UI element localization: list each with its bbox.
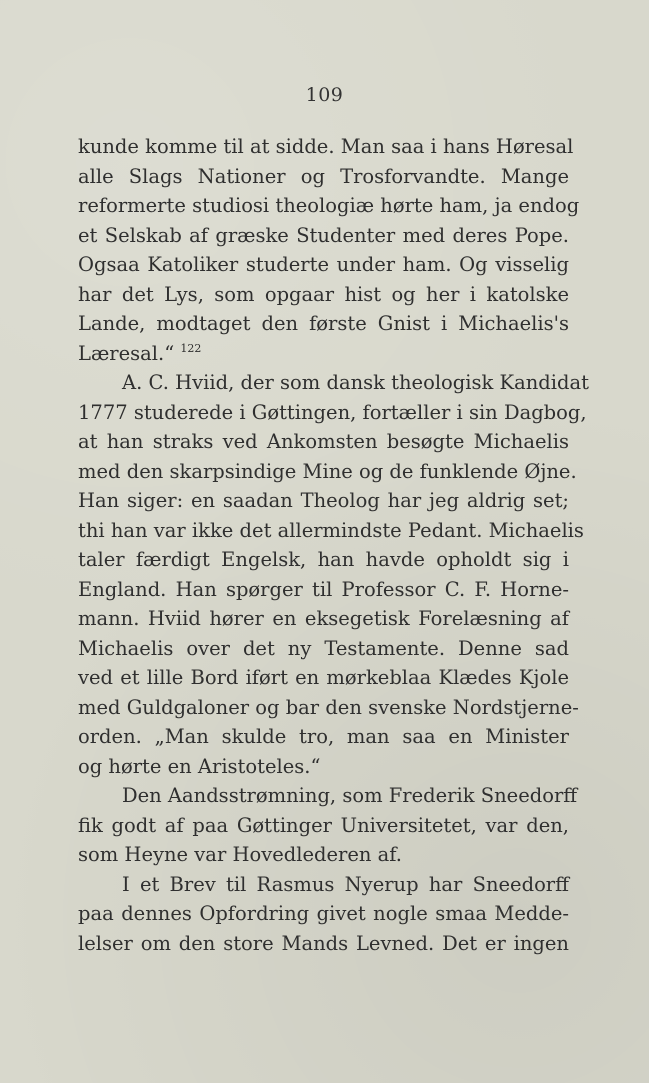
text-line: som Heyne var Hovedlederen af. — [78, 843, 403, 866]
text-line: kunde komme til at sidde. Man saa i hans Høresal — [78, 135, 574, 158]
text-line: med den skarpsindige Mine og de funklende Øjne. — [78, 459, 577, 483]
paragraph-start: Den Aandsstrømning, som Frederik Sneedorff — [122, 784, 578, 807]
text-line: at han straks ved Ankomsten besøgte Michaelis — [78, 430, 569, 453]
text-line: thi han var ikke det allermindste Pedant. Michaelis — [78, 518, 584, 542]
text-line: alle Slags Nationer og Trosforvandte. Mange — [78, 164, 569, 188]
text-line: England. Han spørger til Professor C. F. Horne- — [78, 577, 569, 601]
footnote-reference: 122 — [180, 341, 202, 355]
text-line: Læresal.“ — [78, 341, 175, 365]
text-line: Lande, modtaget den første Gnist i Michaelis's — [78, 312, 569, 335]
text-line: med Guldgaloner og bar den svenske Nordstjerne- — [78, 695, 579, 719]
body-text — [78, 132, 589, 958]
text-line: 1777 studerede i Gøttingen, fortæller i sin Dagbog, — [78, 400, 587, 424]
text-line: et Selskab af græske Studenter med deres Pope. — [78, 223, 569, 247]
text-line: lelser om den store Mands Levned. Det er ingen — [78, 931, 569, 955]
text-line: fik godt af paa Gøttinger Universitetet, var den, — [78, 813, 569, 837]
text-line: og hørte en Aristoteles.“ — [78, 754, 321, 778]
text-line: ved et lille Bord iført en mørkeblaa Klædes Kjole — [78, 666, 569, 689]
text-line: Ogsaa Katoliker studerte under ham. Og visselig — [78, 253, 569, 276]
text-line: Han siger: en saadan Theolog har jeg aldrig set; — [78, 489, 569, 512]
text-line: Michaelis over det ny Testamente. Denne sad — [78, 636, 569, 660]
text-line: reformerte studiosi theologiæ hørte ham, ja endog — [78, 194, 580, 217]
text-line: mann. Hviid hører en eksegetisk Forelæsning af — [78, 607, 569, 630]
paragraph-start: A. C. Hviid, der som dansk theologisk Kandidat — [122, 371, 589, 394]
text-line: orden. „Man skulde tro, man saa en Minister — [78, 725, 569, 748]
text-line: taler færdigt Engelsk, han havde opholdt sig i — [78, 548, 569, 571]
text-line: har det Lys, som opgaar hist og her i katolske — [78, 282, 569, 306]
text-line-with-footnote — [78, 339, 569, 369]
text-line: paa dennes Opfordring givet nogle smaa Medde- — [78, 902, 569, 925]
page-number: 109 — [305, 84, 344, 106]
paragraph-start: I et Brev til Rasmus Nyerup har Sneedorff — [122, 872, 569, 896]
